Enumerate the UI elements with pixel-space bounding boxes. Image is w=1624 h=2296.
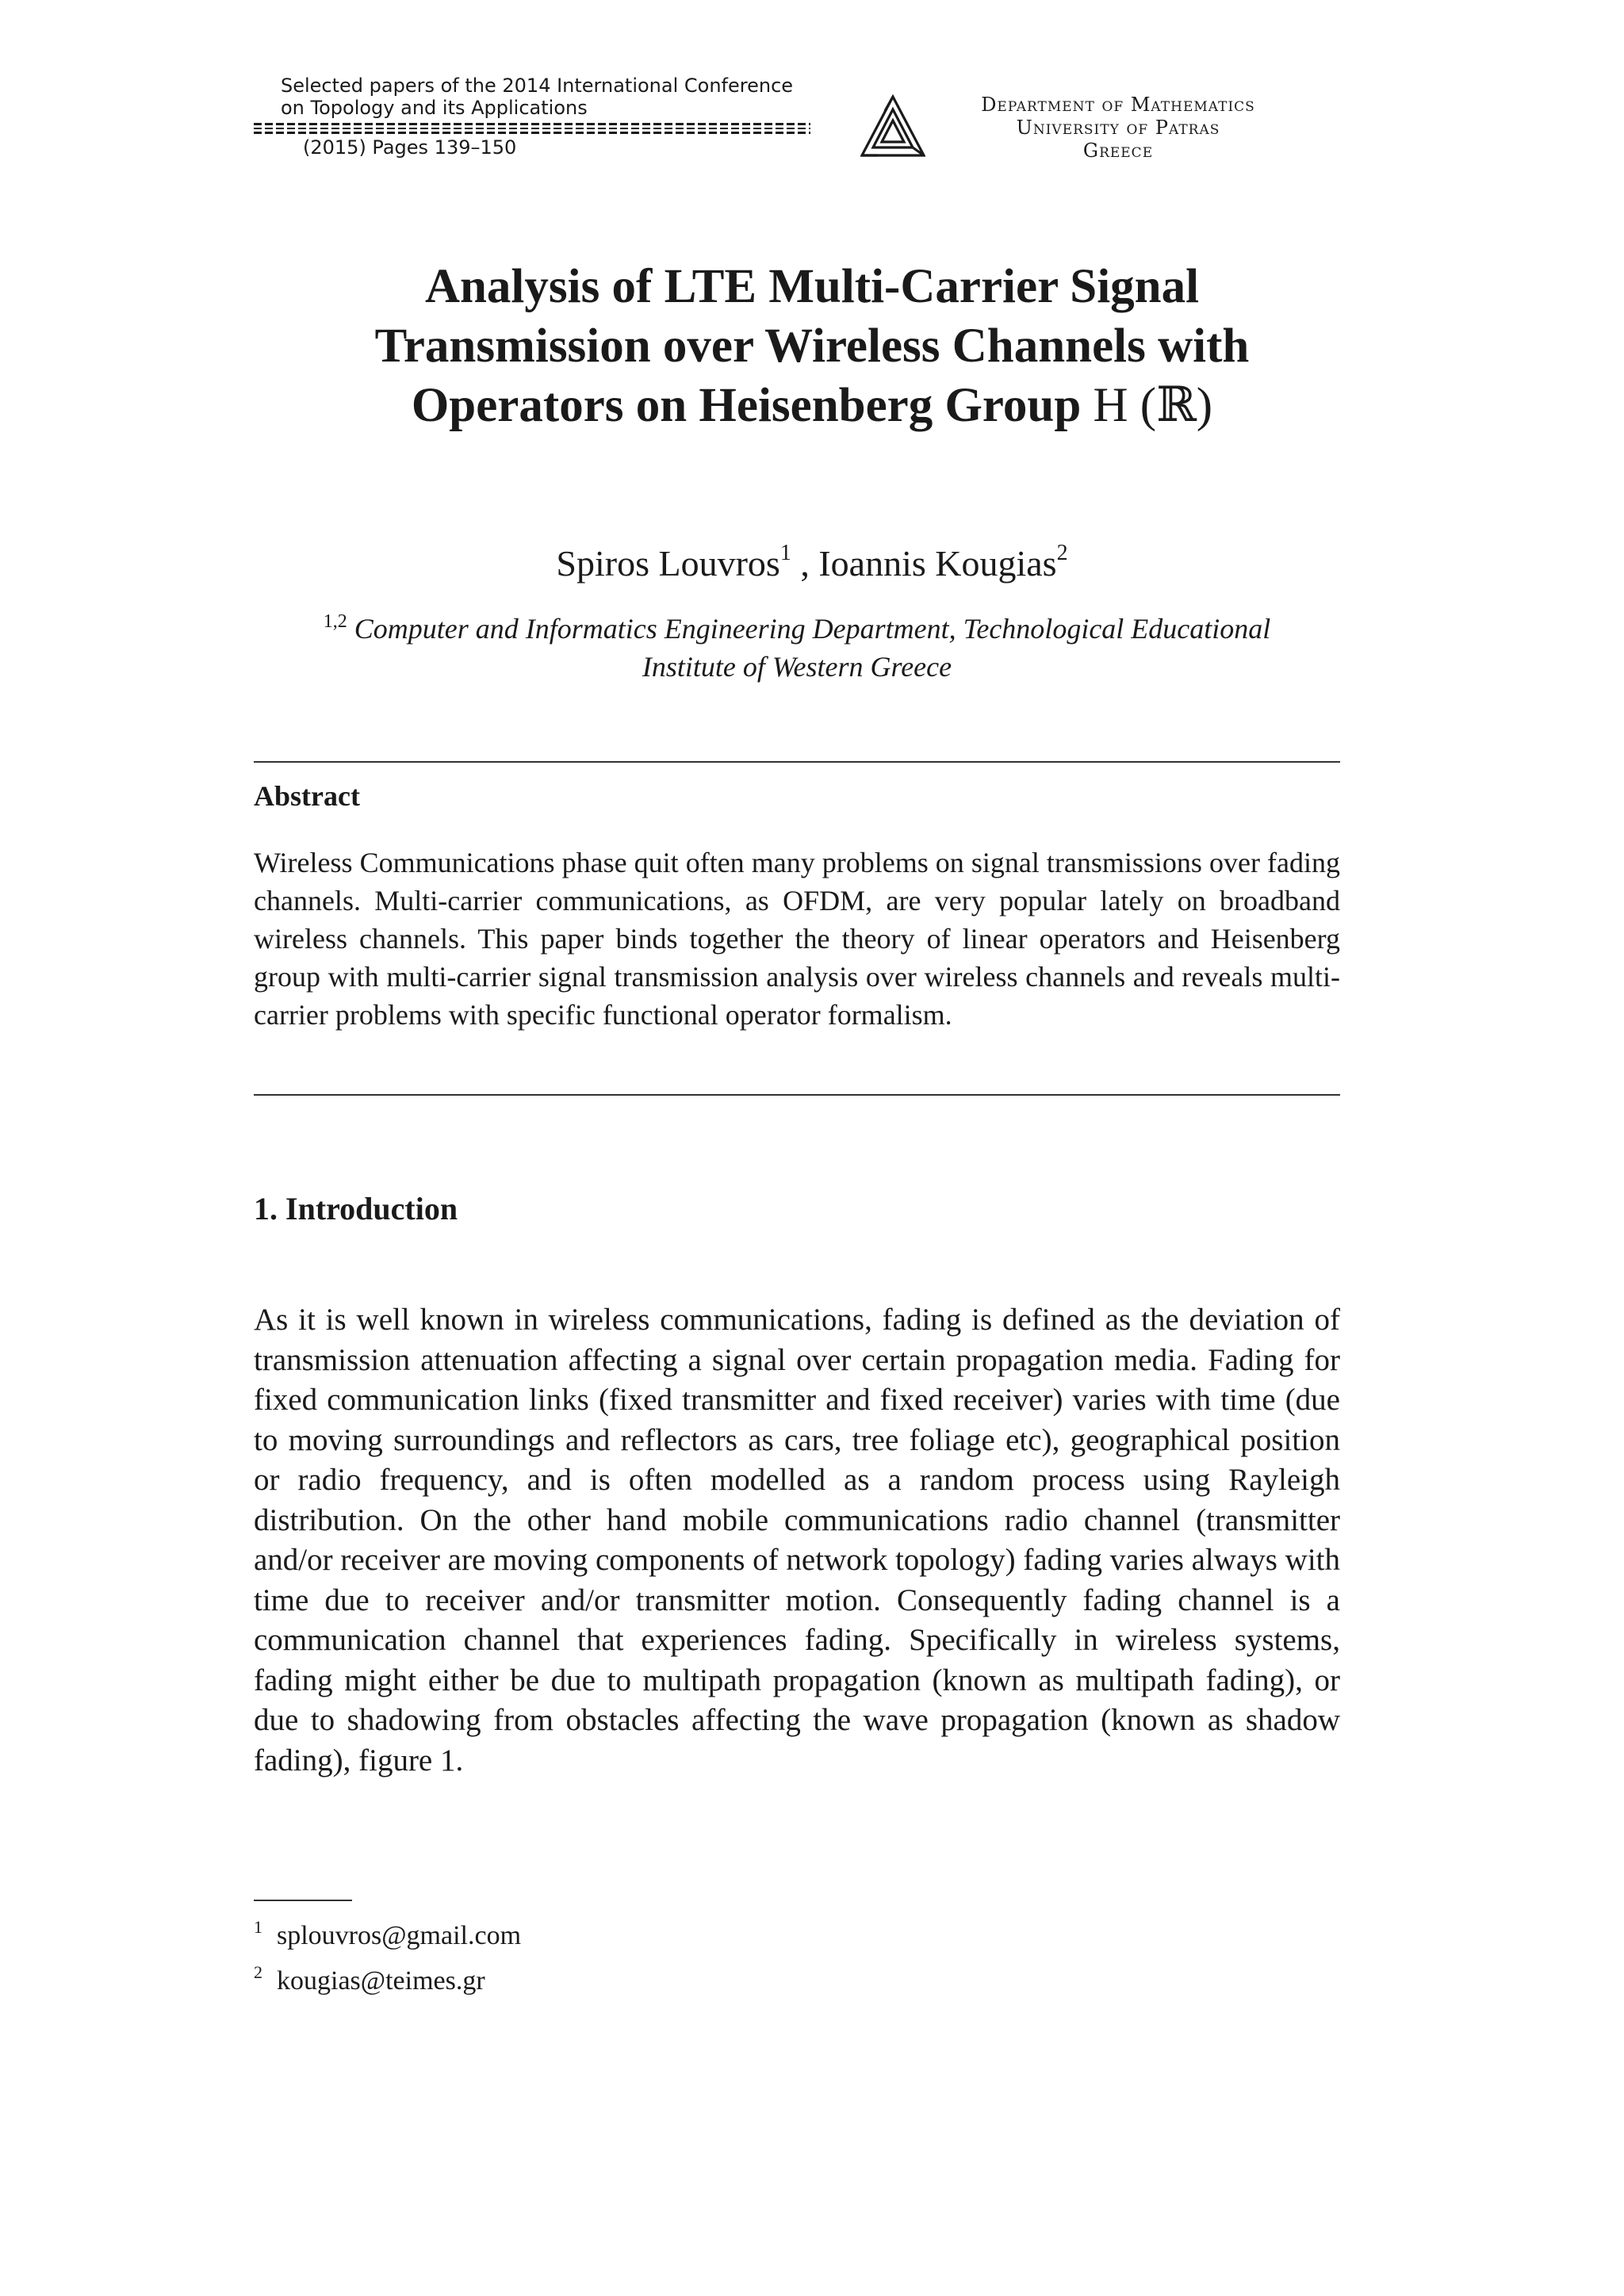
footnote (254, 1954, 521, 1999)
footnote (254, 1909, 521, 1954)
journal-info (254, 75, 810, 159)
paper-title (206, 257, 1418, 435)
heisenberg-group-symbol: H (ℝ) (1093, 379, 1213, 432)
affiliation (254, 603, 1340, 686)
journal-line-1: Selected papers of the 2014 International Conference (281, 75, 794, 97)
abstract-body: Wireless Communications phase quit often many problems on signal transmissions over fading channels. Multi-carrier communications, as OFDM, are very popular lately on broadband wireless channels. This paper binds together the theory of linear operators and Heisenberg group with multi-carrier signal transmission analysis over wireless channels and reveals multi-carrier problems with specific functional operator formalism. (254, 847, 1340, 1031)
title-line-1: Analysis of LTE Multi-Carrier Signal (424, 260, 1200, 313)
affiliation-line-2: Institute of Western Greece (642, 651, 952, 683)
footnotes (254, 1909, 521, 1999)
journal-line-2: on Topology and its Applications (281, 97, 588, 119)
abstract-heading: Abstract (254, 780, 360, 812)
author-separator: , (800, 543, 810, 584)
footnote-email: kougias@teimes.gr (277, 1966, 485, 1996)
title-line-3 (206, 376, 1418, 435)
department-info (936, 94, 1300, 163)
footnote-email: splouvros@gmail.com (277, 1921, 522, 1950)
affiliation-marks: 1,2 (323, 611, 347, 632)
author-footnote-mark: 2 (1056, 541, 1068, 565)
section-body: As it is well known in wireless communications, fading is defined as the deviation of transmission attenuation affecting a signal over certain propagation media. Fading for fixed communication links (fixed transmitter and fixed receiver) varies with time (due to moving surroundings and reflectors as cars, tree foliage etc), geographical position or radio frequency, and is often modelled as a random process using Rayleigh distribution. On the other hand mobile communications radio channel (transmitter and/or receiver are moving components of network topology) fading varies always with time due to receiver and/or transmitter motion. Consequently fading channel is a communication channel that experiences fading. Specifically in wireless systems, fading might either be due to multipath propagation (known as multipath fading), or due to shadowing from obstacles affecting the wave propagation (known as shadow fading), figure 1. (254, 1303, 1341, 1777)
author-name: Spiros Louvros (556, 543, 780, 584)
section-heading: 1. Introduction (254, 1191, 458, 1226)
impossible-triangle-logo-icon (860, 94, 925, 160)
title-line-3-text: Operators on Heisenberg Group (411, 379, 1082, 432)
country-name: Greece (1082, 140, 1154, 162)
affiliation-line-1: Computer and Informatics Engineering Department, Technological Educational (354, 613, 1271, 645)
abstract-top-rule (254, 761, 1340, 763)
footnote-rule (254, 1900, 352, 1901)
author-list (206, 531, 1418, 586)
author-footnote-mark: 1 (779, 541, 791, 565)
university-name: University of Patras (1016, 117, 1220, 139)
abstract-bottom-rule (254, 1094, 1340, 1096)
journal-pages: (2015) Pages 139–150 (303, 136, 517, 159)
footnote-mark: 1 (254, 1917, 262, 1937)
decorative-dashed-rule (254, 123, 810, 134)
department-name: Department of Mathematics (981, 94, 1255, 116)
footnote-mark: 2 (254, 1962, 262, 1982)
author-name: Ioannis Kougias (818, 543, 1057, 584)
title-line-2: Transmission over Wireless Channels with (374, 320, 1250, 373)
